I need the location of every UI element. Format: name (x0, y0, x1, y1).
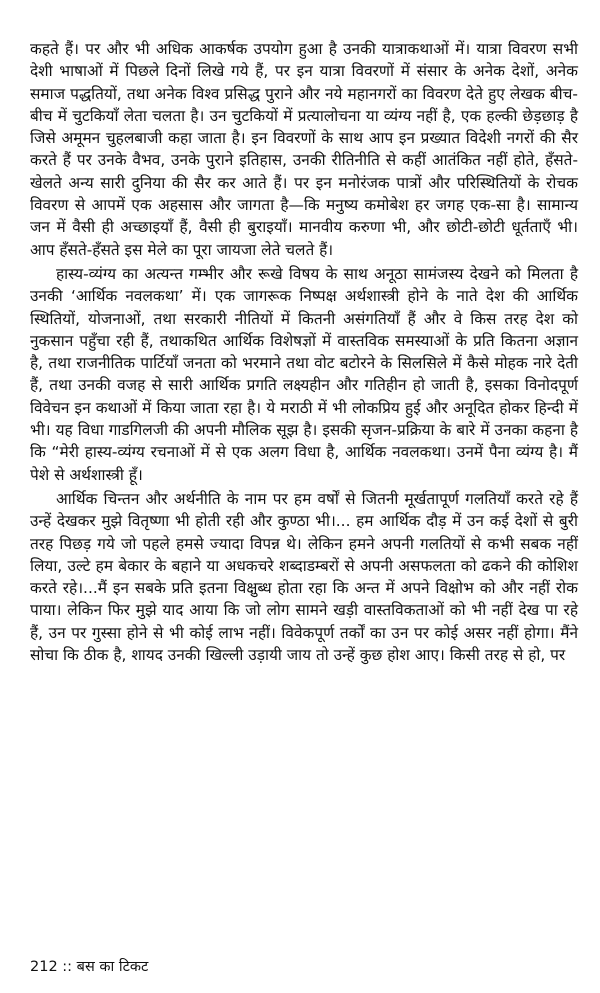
page-footer: 212 :: बस का टिकट (30, 959, 149, 975)
paragraph-author-quote: आर्थिक चिन्तन और अर्थनीति के नाम पर हम वर्षों से जितनी मूर्खतापूर्ण गलतियाँ करते रहे हैं उन्हें देखकर मुझे वितृष्णा भी होती रही और कुण्ठा भी।... हम आर्थिक दौड़ में उन कई देशों से बुरी तरह पिछड़ गये जो पहले हमसे ज्यादा विपन्न थे। लेकिन हमने अपनी गलतियों से कभी सबक नहीं लिया, उल्टे हम बेकार के बहाने या अधकचरे शब्दाडम्बरों से अपनी असफलता को ढकने की कोशिश करते रहे।...मैं इन सबके प्रति इतना विक्षुब्ध होता रहा कि अन्त में अपने विक्षोभ को और नहीं रोक पाया। लेकिन फिर मुझे याद आया कि जो लोग सामने खड़ी वास्तविकताओं को भी नहीं देख पा रहे हैं, उन पर गुस्सा होने से भी कोई लाभ नहीं। विवेकपूर्ण तर्कों का उन पर कोई असर नहीं होगा। मैंने सोचा कि ठीक है, शायद उनकी खिल्ली उड़ायी जाय तो उन्हें कुछ होश आए। किसी तरह से हो, पर (30, 489, 578, 665)
paragraph-economic-novel: हास्य-व्यंग्य का अत्यन्त गम्भीर और रूखे विषय के साथ अनूठा सामंजस्य देखने को मिलता है उनकी ‘आर्थिक नवलकथा’ में। एक जागरूक निष्पक्ष अर्थशास्त्री होने के नाते देश की आर्थिक स्थितियों, योजनाओं, तथा सरकारी नीतियों में कितनी असंगतियाँ हैं और वे किस तरह देश को नुकसान पहुँचा रही हैं, तथाकथित आर्थिक विशेषज्ञों में वास्तविक समस्याओं के प्रति कितना अज्ञान है, तथा राजनीतिक पार्टियाँ जनता को भरमाने तथा वोट बटोरने के सिलसिले में कैसे मोहक नारे देती हैं, तथा उनकी वजह से सारी आर्थिक प्रगति लक्ष्यहीन और गतिहीन हो जाती है, इसका विनोदपूर्ण विवेचन इन कथाओं में किया जाता रहा है। ये मराठी में भी लोकप्रिय हुई और अनूदित होकर हिन्दी में भी। यह विधा गाडगिलजी की अपनी मौलिक सूझ है। इसकी सृजन-प्रक्रिया के बारे में उनका कहना है कि “मेरी हास्य-व्यंग्य रचनाओं में से एक अलग विधा है, आर्थिक नवलकथा। उनमें पैना व्यंग्य है। मैं पेशे से अर्थशास्त्री हूँ। (30, 264, 578, 484)
paragraph-continued: कहते हैं। पर और भी अधिक आकर्षक उपयोग हुआ है उनकी यात्राकथाओं में। यात्रा विवरण सभी देशी भाषाओं में पिछले दिनों लिखे गये हैं, पर इन यात्रा विवरणों में संसार के अनेक देशों, अनेक समाज पद्धतियों, तथा अनेक विश्व प्रसिद्ध पुराने और नये महानगरों का विवरण देते हुए लेखक बीच-बीच में चुटकियाँ लेता चलता है। उन चुटकियों में प्रत्यालोचना या व्यंग्य नहीं है, एक हल्की छेड़छाड़ है जिसे अमूमन चुहलबाजी कहा जाता है। इन विवरणों के साथ आप इन प्रख्यात विदेशी नगरों की सैर करते हैं पर उनके वैभव, उनके पुराने इतिहास, उनकी रीतिनीति से कहीं आतंकित नहीं होते, हँसते-खेलते अन्य सारी दुनिया की सैर कर आते हैं। पर इन मनोरंजक पात्रों और परिस्थितियों के रोचक विवरण से आपमें एक अहसास और जागता है—कि मनुष्य कमोबेश हर जगह एक-सा है। सामान्य जन में वैसी ही अच्छाइयाँ हैं, वैसी ही बुराइयाँ। मानवीय करुणा भी, और छोटी-छोटी धूर्तताएँ भी। आप हँसते-हँसते इस मेले का पूरा जायजा लेते चलते हैं। (30, 40, 578, 259)
